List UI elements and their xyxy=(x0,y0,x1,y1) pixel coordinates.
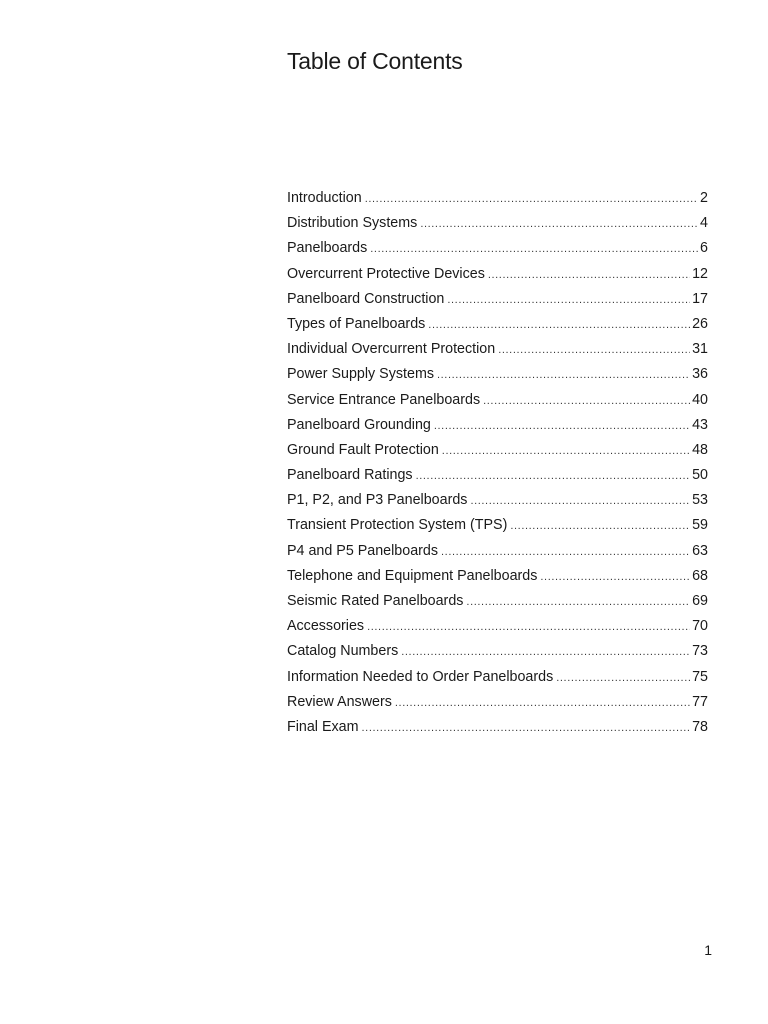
dot-leader xyxy=(540,565,690,589)
toc-entry-label: Ground Fault Protection xyxy=(287,441,439,458)
toc-entry-page: 36 xyxy=(692,366,708,383)
toc-entry-page: 4 xyxy=(700,215,708,232)
toc-entry-label: Individual Overcurrent Protection xyxy=(287,341,496,358)
toc-entry[interactable] xyxy=(287,186,708,211)
toc-entry-label: Catalog Numbers xyxy=(287,643,399,660)
toc-entry[interactable] xyxy=(287,488,708,513)
toc-entry[interactable] xyxy=(287,564,708,589)
dot-leader xyxy=(447,288,690,312)
toc-entry-page: 48 xyxy=(692,441,708,458)
toc-entry[interactable] xyxy=(287,513,708,538)
toc-entry-label: Final Exam xyxy=(287,718,359,735)
dot-leader xyxy=(470,489,690,513)
toc-entry[interactable] xyxy=(287,614,708,639)
toc-entry[interactable] xyxy=(287,438,708,463)
dot-leader xyxy=(466,590,690,614)
toc-entry[interactable] xyxy=(287,665,708,690)
toc-entry[interactable] xyxy=(287,337,708,362)
toc-entry[interactable] xyxy=(287,715,708,740)
toc-entry-page: 78 xyxy=(692,718,708,735)
toc-entry[interactable] xyxy=(287,362,708,387)
page-number: 1 xyxy=(704,942,712,958)
toc-entry-page: 31 xyxy=(692,341,708,358)
toc-entry-page: 70 xyxy=(692,618,708,635)
dot-leader xyxy=(370,237,698,261)
toc-entry-label: Review Answers xyxy=(287,693,392,710)
toc-entry-page: 53 xyxy=(692,492,708,509)
toc-entry-label: Distribution Systems xyxy=(287,215,418,232)
toc-entry-page: 77 xyxy=(692,693,708,710)
dot-leader xyxy=(416,464,691,488)
toc-entry-page: 68 xyxy=(692,567,708,584)
dot-leader xyxy=(437,363,690,387)
toc-entry-page: 75 xyxy=(692,668,708,685)
toc-entry-page: 2 xyxy=(700,190,708,206)
toc-entry-page: 59 xyxy=(692,517,708,534)
toc-entry[interactable] xyxy=(287,639,708,664)
dot-leader xyxy=(488,263,690,287)
dot-leader xyxy=(362,716,691,740)
toc-entry-page: 17 xyxy=(692,290,708,307)
toc-entry-label: Overcurrent Protective Devices xyxy=(287,265,485,282)
toc-entry[interactable] xyxy=(287,690,708,715)
toc-entry[interactable] xyxy=(287,236,708,261)
dot-leader xyxy=(395,691,690,715)
dot-leader xyxy=(556,666,690,690)
dot-leader xyxy=(510,514,690,538)
dot-leader xyxy=(365,187,698,211)
toc-entry-label: Information Needed to Order Panelboards xyxy=(287,668,554,685)
toc-entry[interactable] xyxy=(287,539,708,564)
toc-entry-label: Panelboard Grounding xyxy=(287,416,431,433)
toc-entry[interactable] xyxy=(287,413,708,438)
toc-entry-label: Telephone and Equipment Panelboards xyxy=(287,567,538,584)
dot-leader xyxy=(498,338,690,362)
toc-entry[interactable] xyxy=(287,211,708,236)
dot-leader xyxy=(428,313,690,337)
toc-entry-label: Transient Protection System (TPS) xyxy=(287,517,508,534)
toc-entry-label: Panelboard Ratings xyxy=(287,467,413,484)
toc-entry-page: 69 xyxy=(692,593,708,609)
toc-entry-page: 40 xyxy=(692,391,708,408)
toc-entry-label: Service Entrance Panelboards xyxy=(287,391,481,408)
toc-entry-label: Panelboards xyxy=(287,240,368,257)
dot-leader xyxy=(483,389,690,413)
toc-entry-label: Types of Panelboards xyxy=(287,315,426,332)
toc-entry[interactable] xyxy=(287,388,708,413)
toc-entry-label: Panelboard Construction xyxy=(287,290,445,307)
toc-entry[interactable] xyxy=(287,262,708,287)
toc-entry-page: 6 xyxy=(700,240,708,257)
toc-entry-page: 73 xyxy=(692,643,708,660)
toc-entry-page: 43 xyxy=(692,416,708,433)
toc-entry-label: Accessories xyxy=(287,618,365,635)
toc-entry[interactable] xyxy=(287,287,708,312)
toc-entry-page: 12 xyxy=(692,265,708,282)
toc-entry-label: P4 and P5 Panelboards xyxy=(287,542,439,559)
toc-entry[interactable] xyxy=(287,463,708,488)
toc-entry[interactable] xyxy=(287,589,708,614)
dot-leader xyxy=(420,212,698,236)
toc-entry-page: 26 xyxy=(692,315,708,332)
dot-leader xyxy=(442,439,690,463)
toc-entry-label: Introduction xyxy=(287,190,362,206)
toc-entry[interactable] xyxy=(287,312,708,337)
toc-entry-label: P1, P2, and P3 Panelboards xyxy=(287,492,468,509)
dot-leader xyxy=(401,640,690,664)
toc-entry-label: Seismic Rated Panelboards xyxy=(287,593,464,609)
page-title: Table of Contents xyxy=(287,48,463,74)
toc-entry-page: 50 xyxy=(692,467,708,484)
dot-leader xyxy=(434,414,690,438)
toc-entry-label: Power Supply Systems xyxy=(287,366,434,383)
dot-leader xyxy=(367,615,690,639)
dot-leader xyxy=(441,540,690,564)
table-of-contents xyxy=(287,186,708,740)
toc-entry-page: 63 xyxy=(692,542,708,559)
